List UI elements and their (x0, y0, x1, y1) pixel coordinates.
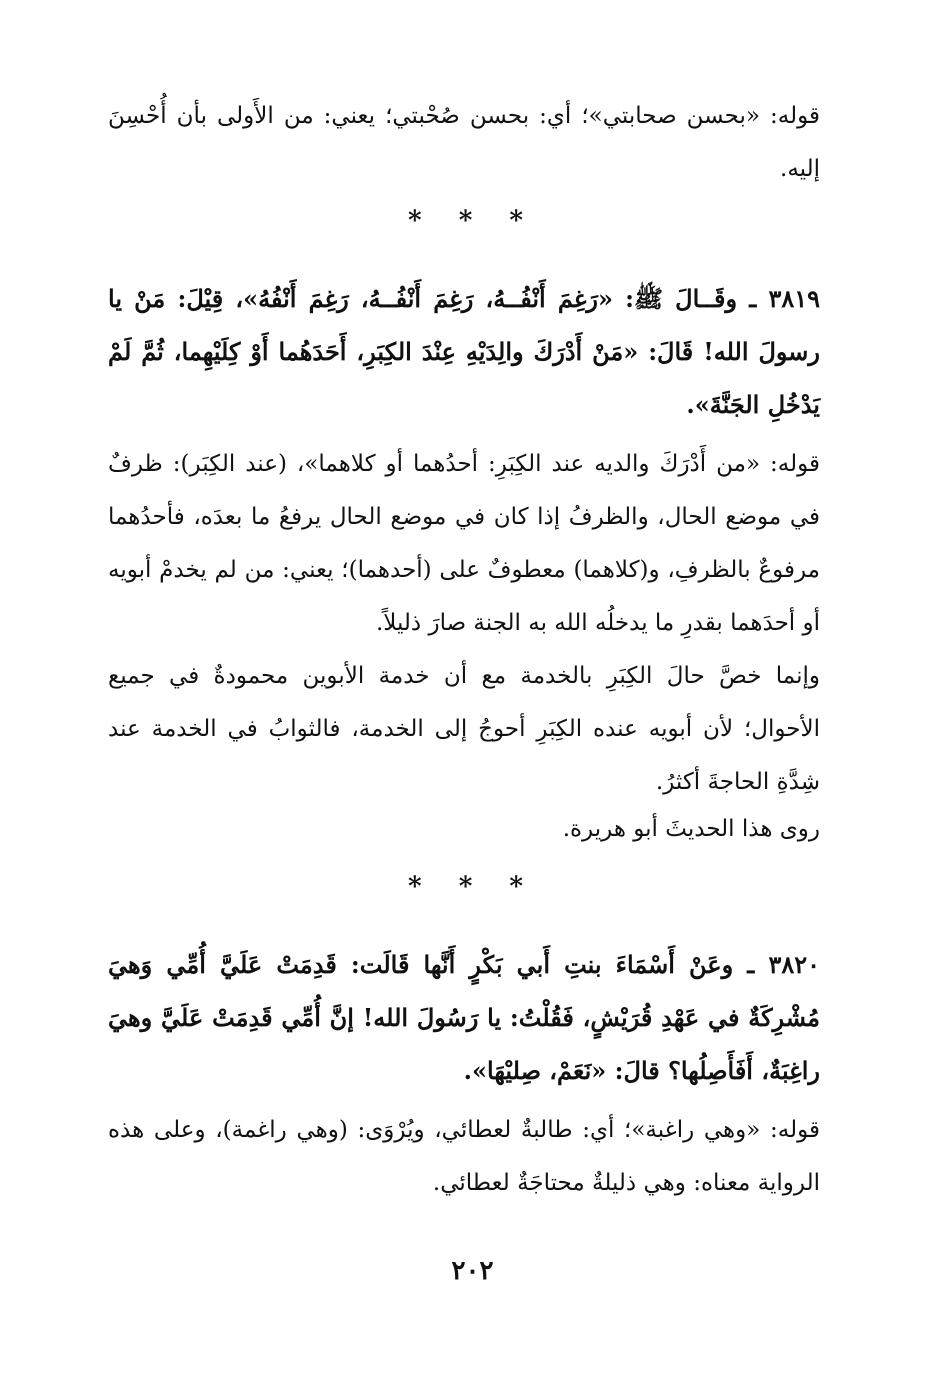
page-number: ٢٠٢ (451, 1256, 494, 1286)
commentary-paragraph-3: وإنما خصَّ حالَ الكِبَرِ بالخدمة مع أن خدمة الأبوين محمودةٌ في جميع الأحوال؛ لأن أبويه عنده الكِبَرِ أحوجُ إلى الخدمة، فالثوابُ في الخدمة عند شِدَّةِ الحاجةَ أكثرُ. (108, 663, 820, 795)
hadith-3819: ٣٨١٩ ـ وقَــالَ ﷺ: «رَغِمَ أَنْفُــهُ، رَغِمَ أَنْفُــهُ، رَغِمَ أَنْفُهُ»، قِيْلَ: مَنْ يا رسولَ الله! قَالَ: «مَنْ أَدْرَكَ والِدَيْهِ عِنْدَ الكِبَرِ، أَحَدَهُما أَوْ كِلَيْهِما، ثُمَّ لَمْ يَدْخُلِ الجَنَّةَ». (108, 284, 820, 419)
commentary-paragraph-1: قوله: «بحسن صحابتي»؛ أي: بحسن صُحْبتي؛ يعني: من الأَولى بأن أُحْسِنَ إليه. (108, 103, 820, 182)
commentary-paragraph-2: قوله: «من أَدْرَكَ والديه عند الكِبَرِ: أحدُهما أو كلاهما»، (عند الكِبَر): ظرفٌ في موضع الحال، والظرفُ إذا كان في موضع الحال يرفعُ ما بعدَه، فأحدُهما مرفوعٌ بالظرفِ، و(كلاهما) معطوفٌ على (أحدهما)؛ يعني: من لم يخدمْ أبويه أو أحدَهما بقدرِ ما يدخلُه الله به الجنة صارَ ذليلاً. (108, 451, 820, 636)
hadith-3820: ٣٨٢٠ ـ وعَنْ أَسْمَاءَ بنتِ أَبي بَكْرٍ أَنَّها قَالَت: قَدِمَتْ عَلَيَّ أُمِّي وَهيَ مُشْرِكَةٌ في عَهْدِ قُرَيْشٍ، فَقُلْتُ: يا رَسُولَ الله! إنَّ أُمِّي قَدِمَتْ عَلَيَّ وهيَ راغِبَةٌ، أَفَأَصِلُها؟ قالَ: «نَعَمْ، صِليْهَا». (108, 950, 820, 1085)
section-separator-2: * * * (408, 872, 537, 902)
commentary-paragraph-4: قوله: «وهي راغبة»؛ أي: طالبةٌ لعطائي، ويُرْوَى: (وهي راغمة)، وعلى هذه الرواية معناه: وهي ذليلةٌ محتاجَةٌ لعطائي. (108, 1117, 820, 1196)
section-separator-1: * * * (408, 206, 537, 236)
narrator-line: روى هذا الحديثَ أبو هريرة. (562, 816, 820, 842)
